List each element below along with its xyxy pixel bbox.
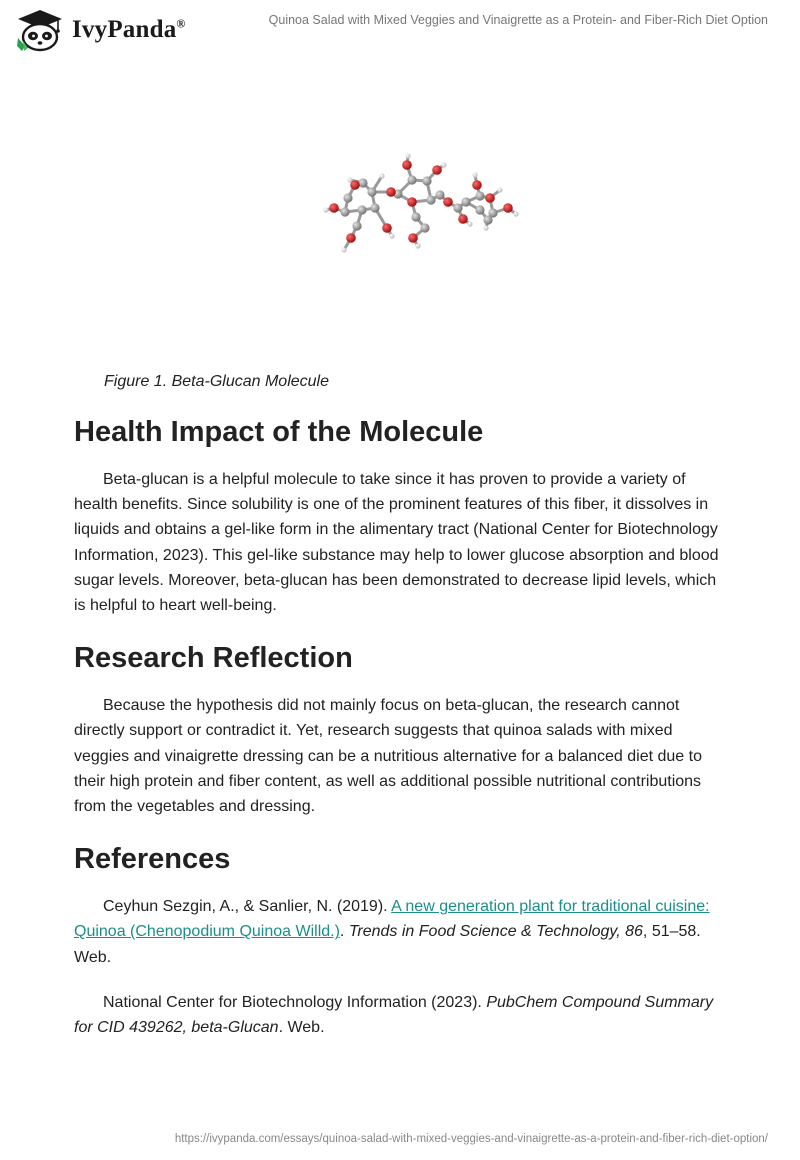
carbon-atom	[370, 203, 379, 212]
carbon-atom	[426, 195, 435, 204]
carbon-atom	[357, 205, 366, 214]
document-title: Quinoa Salad with Mixed Veggies and Vinaigrette as a Protein- and Fiber-Rich Diet Option	[268, 13, 768, 27]
oxygen-atom	[407, 197, 417, 207]
carbon-atom	[453, 203, 462, 212]
hydrogen-atom	[513, 211, 518, 216]
oxygen-atom	[503, 203, 513, 213]
carbon-atom	[340, 207, 349, 216]
reference-link-quinoa[interactable]: A new generation plant for traditional cuisine: Quinoa (Chenopodium Quinoa Willd.)	[74, 898, 710, 941]
oxygen-atom	[432, 165, 442, 175]
oxygen-atom	[485, 193, 495, 203]
oxygen-atom	[443, 197, 453, 207]
hydrogen-atom	[341, 247, 346, 252]
hydrogen-atom	[441, 162, 446, 167]
source-url[interactable]: https://ivypanda.com/essays/quinoa-salad-with-mixed-veggies-and-vinaigrette-as-a-protein-and-fiber-rich-diet-option/	[174, 1133, 768, 1145]
oxygen-atom	[346, 233, 356, 243]
references-heading: References	[74, 843, 231, 876]
article-body	[74, 410, 724, 1060]
carbon-atom	[422, 176, 431, 185]
page-header	[0, 0, 800, 60]
health-impact-paragraph: Beta-glucan is a helpful molecule to take since it has proven to provide a variety of health benefits. Since solubility is one of the prominent features of this fiber, it dissolves in liquids and obtains a gel-like form in the alimentary tract (National Center for Biotechnology Information, 2023). This gel-like substance may help to lower glucose absorption and blood sugar levels. Moreover, beta-glucan has been demonstrated to decrease lipid levels, which is helpful to heart well-being.	[74, 471, 719, 615]
carbon-atom	[343, 193, 352, 202]
hydrogen-atom	[497, 187, 502, 192]
oxygen-atom	[350, 180, 360, 190]
carbon-atom	[352, 221, 361, 230]
oxygen-atom	[472, 180, 482, 190]
reference-item-1: Ceyhun Sezgin, A., & Sanlier, N. (2019). A new generation plant for traditional cuisine: Quinoa (Chenopodium Quinoa Willd.). Trends in Food Science & Technology, 86, 51–58. Web.	[74, 898, 710, 966]
hydrogen-atom	[323, 207, 328, 212]
hydrogen-atom	[472, 172, 477, 177]
ivypanda-logo[interactable]	[14, 8, 214, 52]
brand-name: IvyPanda®	[72, 16, 186, 43]
carbon-atom	[367, 187, 376, 196]
carbon-atom	[483, 215, 492, 224]
beta-glucan-molecule-figure	[300, 150, 530, 260]
reference-item-2: National Center for Biotechnology Information (2023). PubChem Compound Summary for CID 439262, beta-Glucan. Web.	[74, 993, 714, 1037]
health-impact-heading: Health Impact of the Molecule	[74, 416, 484, 448]
oxygen-atom	[382, 223, 392, 233]
oxygen-atom	[329, 203, 339, 213]
carbon-atom	[475, 205, 484, 214]
hydrogen-atom	[483, 225, 488, 230]
hydrogen-atom	[467, 221, 472, 226]
carbon-atom	[461, 197, 470, 206]
oxygen-atom	[402, 160, 412, 170]
carbon-atom	[420, 223, 429, 232]
oxygen-atom	[386, 187, 396, 197]
hydrogen-atom	[415, 243, 420, 248]
research-reflection-heading: Research Reflection	[74, 642, 353, 675]
panda-graduate-icon	[14, 8, 66, 52]
research-reflection-paragraph: Because the hypothesis did not mainly focus on beta-glucan, the research cannot directly support or contradict it. Yet, research suggests that quinoa salads with mixed veggies and vinaigrette dressing can be a nutritious alternative for a balanced diet due to their high protein and fiber content, as well as additional possible nutritional contributions from the vegetables and dressing.	[74, 697, 702, 816]
carbon-atom	[475, 191, 484, 200]
hydrogen-atom	[389, 233, 394, 238]
carbon-atom	[358, 178, 367, 187]
figure-caption: Figure 1. Beta-Glucan Molecule	[104, 373, 329, 390]
oxygen-atom	[458, 214, 468, 224]
carbon-atom	[407, 175, 416, 184]
hydrogen-atom	[379, 173, 384, 178]
carbon-atom	[411, 212, 420, 221]
oxygen-atom	[408, 233, 418, 243]
carbon-atom	[435, 190, 444, 199]
hydrogen-atom	[405, 153, 410, 158]
molecule-image	[300, 150, 530, 260]
